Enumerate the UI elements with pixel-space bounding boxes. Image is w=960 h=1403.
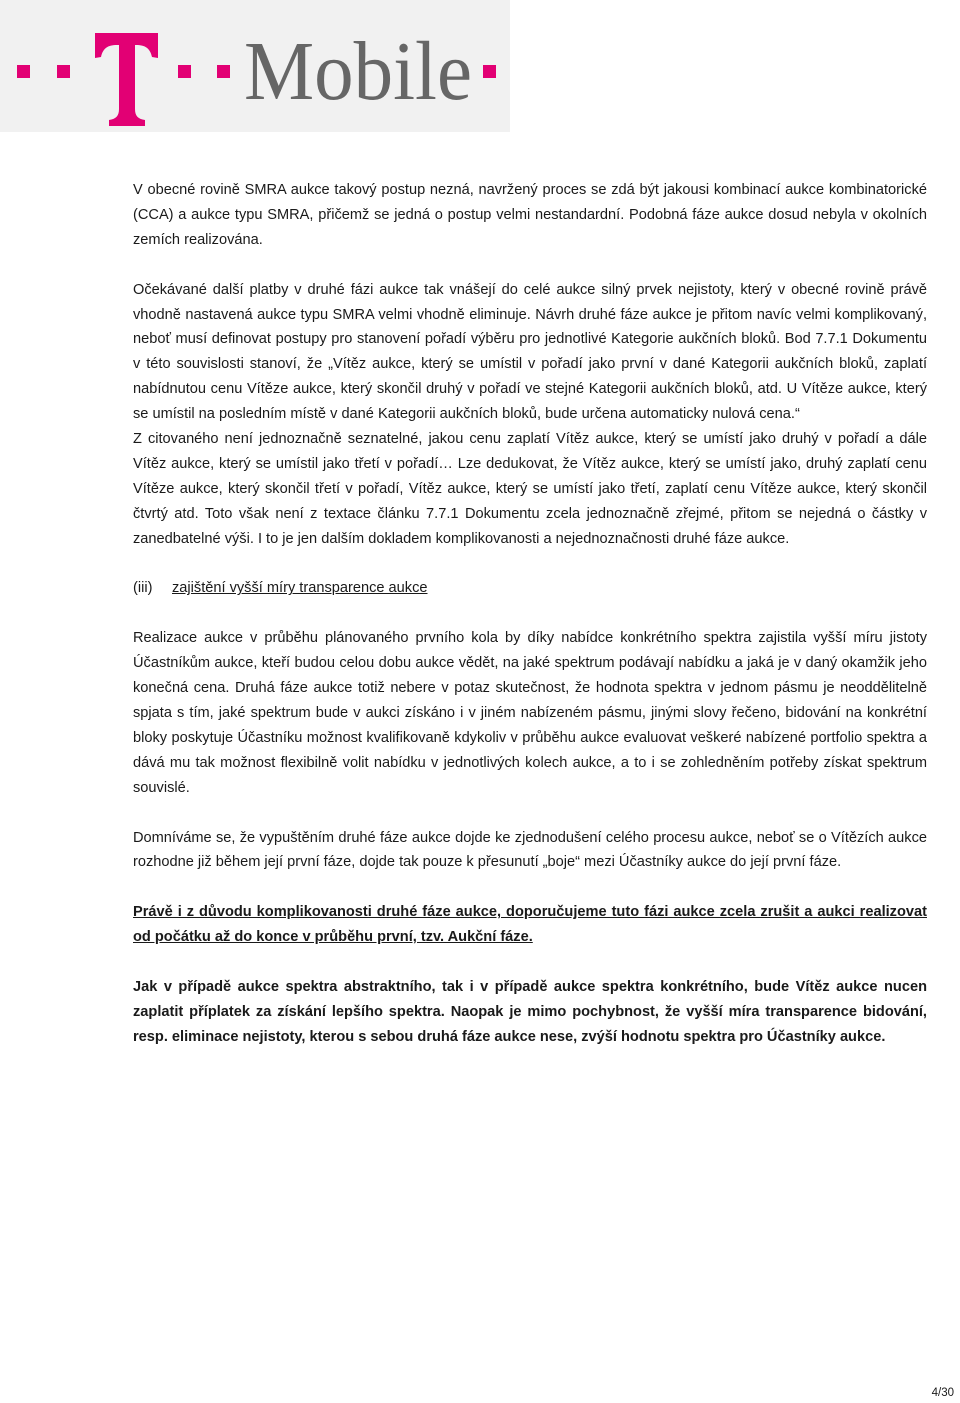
logo-square <box>178 65 191 78</box>
paragraph: V obecné rovině SMRA aukce takový postup nezná, navržený proces se zdá být jakousi kombinací aukce kombinatorické (CCA) a aukce typu SMRA, přičemž se jedná o postup velmi nestandardní. Podobná fáze aukce dosud nebyla v okolních zemích realizována. <box>133 182 927 248</box>
paragraph: Domníváme se, že vypuštěním druhé fáze aukce dojde ke zjednodušení celého procesu aukce, neboť se o Vítězích aukce rozhodne již během její první fáze, dojde tak pouze k přesunutí „boje“ mezi Účastníky aukce do její první fáze. <box>133 829 927 871</box>
paragraph: Z citovaného není jednoznačně seznatelné, jakou cenu zaplatí Vítěz aukce, který se umístí jako druhý v pořadí a dále Vítěz aukce, který se umístil jako třetí v pořadí… Lze dedukovat, že Vítěz aukce, který se umístí jako, druhý zaplatí cenu Vítěze aukce, který skončil třetí v pořadí, Vítěz aukce, který se umístí jako třetí, zaplatí cenu Vítěze aukce, který skončil čtvrtý atd. Toto však není z textace článku 7.7.1 Dokumentu zcela jednoznačně zřejmé, přitom se nejedná o částky v zanedbatelné výši. I to je jen dalším dokladem komplikovanosti a nejednoznačnosti druhé fáze aukce. <box>133 431 927 547</box>
logo-square <box>57 65 70 78</box>
logo-t-letter <box>95 33 158 126</box>
document-body <box>133 178 927 1050</box>
section-heading <box>133 576 927 601</box>
recommendation-paragraph: Právě i z důvodu komplikovanosti druhé fáze aukce, doporučujeme tuto fázi aukce zcela zrušit a aukci realizovat od počátku až do konce v průběhu první, tzv. Aukční fáze. <box>133 904 927 946</box>
logo-square <box>17 65 30 78</box>
logo-header <box>0 0 510 132</box>
t-mobile-logo <box>0 0 510 132</box>
logo-square <box>483 65 496 78</box>
paragraph: Realizace aukce v průběhu plánovaného prvního kola by díky nabídce konkrétního spektra zajistila vyšší míru jistoty Účastníkům aukce, kteří budou celou dobu aukce vědět, na jaké spektrum podávají nabídku a jaká je v daný okamžik jeho konečná cena. Druhá fáze aukce totiž nebere v potaz skutečnost, že hodnota spektra v jednom pásmu je neoddělitelně spjata s tím, jaké spektrum bude v aukci získáno i v jiném nabízeném pásmu, jinými slovy řečeno, bidování na konkrétní bloky poskytuje Účastníku možnost kvalifikovaně kdykoliv v průběhu aukce evaluovat veškeré nabízené portfolio spektra a dává mu tak možnost flexibilně volit nabídku v jednotlivých kolech aukce, a to i se zohledněním potřeby získat spektrum souvislé. <box>133 630 927 796</box>
section-number: (iii) <box>133 580 153 597</box>
logo-square <box>217 65 230 78</box>
conclusion-paragraph: Jak v případě aukce spektra abstraktního, tak i v případě aukce spektra konkrétního, bude Vítěz aukce nucen zaplatit příplatek za získání lepšího spektra. Naopak je mimo pochybnost, že vyšší míra transparence bidování, resp. eliminace nejistoty, kterou s sebou druhá fáze aukce nese, zvýší hodnotu spektra pro Účastníky aukce. <box>133 978 927 1045</box>
section-title: zajištění vyšší míry transparence aukce <box>172 580 428 597</box>
page-number: 4/30 <box>931 1387 954 1399</box>
paragraph: Očekávané další platby v druhé fázi aukce tak vnášejí do celé aukce silný prvek nejistoty, který v obecné rovině právě vhodně nastavená aukce typu SMRA velmi vhodně eliminuje. Návrh druhé fáze aukce je přitom navíc velmi komplikovaný, neboť musí definovat postupy pro stanovení pořadí výběru pro jednotlivé Kategorie aukčních bloků. Bod 7.7.1 Dokumentu v této souvislosti stanoví, že „Vítěz aukce, který se umístil v pořadí jako první v dané Kategorii aukčních bloků, zaplatí nabídnutou cenu Vítěze aukce, který skončil druhý v pořadí ve stejné Kategorii aukčních bloků, atd. U Vítěze aukce, který se umístil na posledním místě v dané Kategorii aukčních bloků, bude určena automaticky nulová cena.“ <box>133 281 927 423</box>
logo-wordmark-visible: Mobile <box>244 25 472 118</box>
